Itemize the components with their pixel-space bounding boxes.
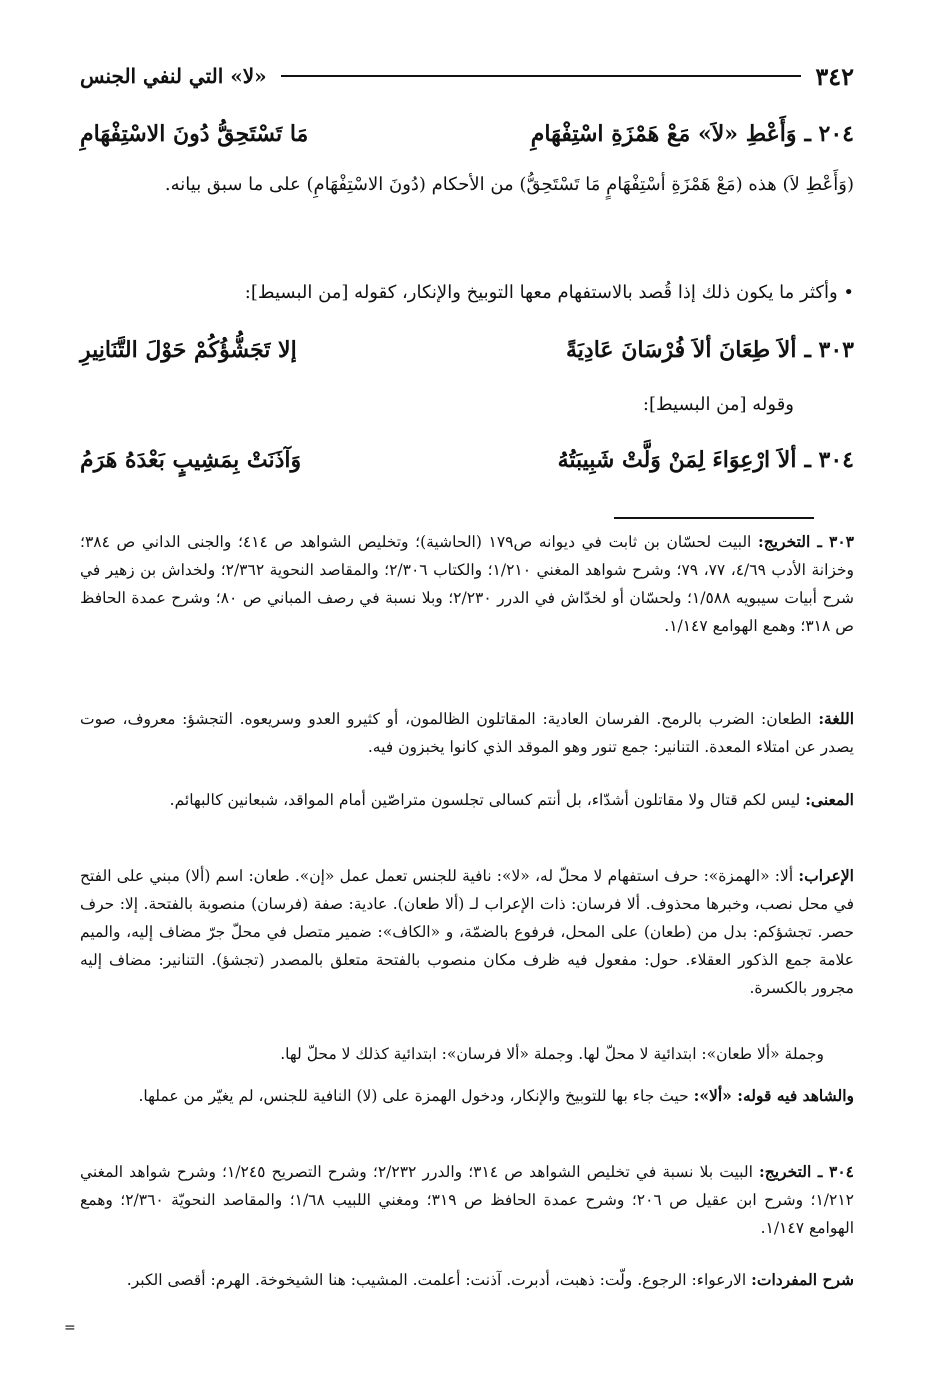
footnote-304-takhrij (80, 1158, 854, 1242)
footnote-label: الإعراب: (798, 866, 854, 885)
footnote-label: ٣٠٤ ـ التخريج: (759, 1162, 855, 1181)
footnote-separator (614, 517, 814, 519)
footnote-303-takhrij (80, 528, 854, 640)
footnote-text: ليس لكم قتال ولا مقاتلون أشدّاء، بل أنتم كسالى تجلسون متراصّين أمام المواقد، شبعانين كالبهائم. (169, 791, 801, 809)
first-hemistich: ألاَ طِعَانَ ألاَ فُرْسَانَ عَادِيَةً (566, 337, 797, 363)
second-hemistich: وَآذَنَتْ بِمَشِيبٍ بَعْدَهُ هَرَمُ (80, 447, 302, 473)
verse-number: ٣٠٣ ـ (804, 337, 854, 363)
footnote-text: الارعواء: الرجوع. ولّت: ذهبت، أدبرت. آذنت: أعلمت. المشيب: هنا الشيخوخة. الهرم: أقصى الكبر. (126, 1271, 747, 1289)
footnote-text: الطعان: الضرب بالرمح. الفرسان العادية: المقاتلون الظالمون، أو كثيرو العدو وسريعوه. التجشؤ: معروف، صوت يصدر عن امتلاء المعدة. التنانير: جمع تنور وهو الموقد الذي كانوا يخبزون فيه. (80, 710, 854, 756)
footnote-label: شرح المفردات: (751, 1270, 854, 1289)
page-number: ٣٤٢ (815, 61, 854, 91)
footnote-303-maana (80, 786, 854, 814)
footnote-303-shahid (80, 1082, 854, 1110)
commentary-204: (وَأَعْطِ لاَ) هذه (مَعْ هَمْزَةِ أسْتِفْهَامٍ مَا تَسْتَحِقُّ) من الأحكام (دُونَ الاسْتِفْهَامِ) على ما سبق بيانه. (164, 174, 854, 195)
verse-number: ٢٠٤ ـ (804, 121, 854, 147)
first-hemistich: ألاَ ارْعِوَاءَ لِمَنْ وَلَّتْ شَبِيبَتُهُ (557, 447, 797, 473)
verse-303 (80, 328, 854, 372)
footnote-304-mufradat (80, 1266, 854, 1294)
first-hemistich: وَأَعْطِ «لاَ» مَعْ هَمْزَةِ اسْتِفْهَامِ (530, 121, 797, 147)
page-header (80, 58, 854, 94)
footnote-text: حيث جاء بها للتوبيخ والإنكار، ودخول الهمزة على (لا) النافية للجنس، لم يغيّر من عملها. (138, 1087, 689, 1105)
footnote-label: والشاهد فيه قوله: «ألا»: (693, 1086, 854, 1105)
corner-mark: = (64, 1320, 76, 1336)
footnote-text: البيت بلا نسبة في تخليص الشواهد ص ٣١٤؛ والدرر ٢/٢٣٢؛ وشرح التصريح ١/٢٤٥؛ وشرح شواهد المغني ١/٢١٢؛ وشرح ابن عقيل ص ٢٠٦؛ وشرح عمدة الحافظ ص ٣١٩؛ ومغني اللبيب ١/٦٨؛ والمقاصد النحويّة ٢/٣٦٠؛ وهمع الهوامع ١/١٤٧. (80, 1163, 854, 1237)
footnote-303-jumal: وجملة «ألا طعان»: ابتدائية لا محلّ لها. وجملة «ألا فرسان»: ابتدائية كذلك لا محلّ لها. (280, 1045, 824, 1063)
second-hemistich: مَا تَسْتَحِقُّ دُونَ الاسْتِفْهَامِ (80, 121, 309, 147)
header-rule (281, 75, 802, 77)
footnote-303-lugha (80, 705, 854, 761)
verse-304 (80, 438, 854, 482)
verse-number: ٣٠٤ ـ (804, 447, 854, 473)
commentary-note: • وأكثر ما يكون ذلك إذا قُصد بالاستفهام معها التوبيخ والإنكار، كقوله [من البسيط]: (244, 282, 854, 303)
footnote-text: ألا: «الهمزة»: حرف استفهام لا محلّ له، «لا»: نافية للجنس تعمل عمل «إن». طعان: اسم (ألا) مبني على الفتح في محل نصب، وخبرها محذوف. ألا فرسان: ذات الإعراب لـ (ألا طعان). عادية: صفة (فرسان) منصوبة بالفتحة. إلا: حرف حصر. تجشؤكم: بدل من (طعان) على المحل، فرفوع بالضمّة، و «الكاف»: ضمير متصل في محلّ جرّ مضاف إليه، والميم علامة جمع الذكور العقلاء. حول: مفعول فيه ظرف مكان منصوب بالفتحة متعلق بالمصدر (تجشؤ). التنانير: مضاف إليه مجرور بالكسرة. (80, 867, 854, 997)
verse-304-intro: وقوله [من البسيط]: (642, 394, 794, 415)
footnote-label: ٣٠٣ ـ التخريج: (758, 532, 854, 551)
footnote-303-irab (80, 862, 854, 1002)
footnote-label: المعنى: (805, 790, 854, 809)
second-hemistich: إلا تَجَشُّؤُكُمْ حَوْلَ التَّنَانِيرِ (80, 337, 297, 363)
running-head: «لا» التي لنفي الجنس (80, 64, 267, 88)
verse-204 (80, 112, 854, 156)
footnote-label: اللغة: (818, 709, 854, 728)
footnote-text: البيت لحسّان بن ثابت في ديوانه ص١٧٩ (الحاشية)؛ وتخليص الشواهد ص ٤١٤؛ والجنى الداني ص ٣٨٤؛ وخزانة الأدب ٤/٦٩، ٧٧، ٧٩؛ وشرح شواهد المغني ١/٢١٠؛ والكتاب ٢/٣٠٦؛ والمقاصد النحوية ٢/٣٦٢؛ ولخداش بن زهير في شرح أبيات سيبويه ١/٥٨٨؛ ولحسّان أو لخدّاش في الدرر ٢/٢٣٠؛ وبلا نسبة في رصف المباني ص ٨٠؛ وشرح عمدة الحافظ ص ٣١٨؛ وهمع الهوامع ١/١٤٧. (80, 533, 854, 635)
